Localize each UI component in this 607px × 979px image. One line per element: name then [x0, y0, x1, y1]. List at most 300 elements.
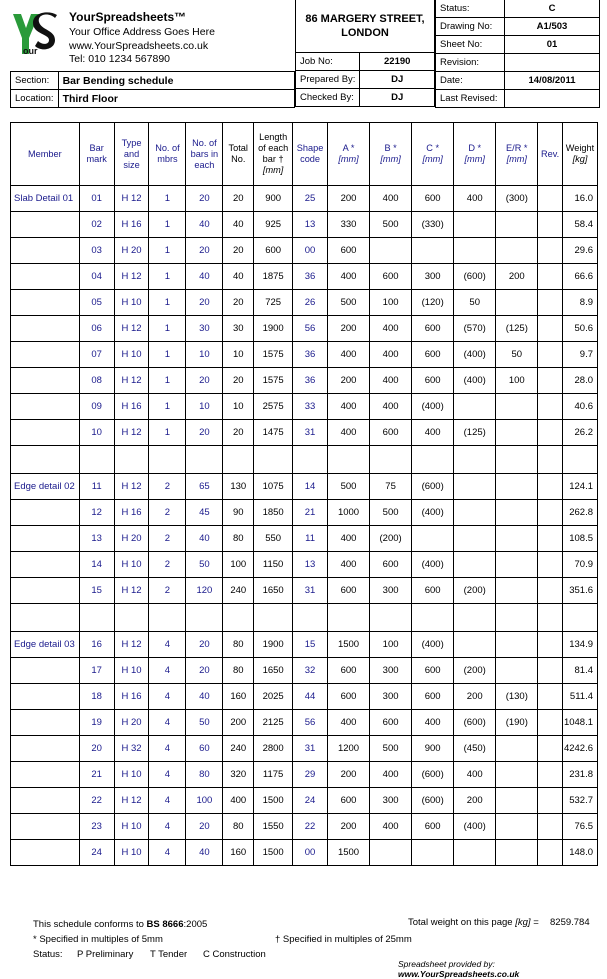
row-shape-code: 29: [293, 762, 328, 788]
row-rev: [538, 238, 563, 264]
col-member: Member: [11, 123, 80, 186]
row-dim-c: (400): [412, 394, 454, 420]
row-weight: 29.6: [562, 238, 597, 264]
row-dim-er: (130): [496, 684, 538, 710]
row-total: 80: [223, 632, 254, 658]
section-value: Bar Bending schedule: [58, 72, 294, 90]
status-label: Status:: [436, 0, 505, 18]
row-type-size: H 10: [114, 814, 149, 840]
row-weight: 58.4: [562, 212, 597, 238]
row-member: [11, 500, 80, 526]
company-address: Your Office Address Goes Here: [69, 26, 215, 38]
row-member: [11, 578, 80, 604]
row-dim-d: 50: [454, 290, 496, 316]
row-dim-c: (120): [412, 290, 454, 316]
row-dim-b: 100: [370, 632, 412, 658]
location-value: Third Floor: [58, 90, 294, 108]
row-bar-mark: 21: [79, 762, 114, 788]
row-rev: [538, 814, 563, 840]
row-length: 900: [254, 186, 293, 212]
row-type-size: H 10: [114, 840, 149, 866]
row-no-bars: 50: [186, 710, 223, 736]
table-row: [11, 316, 598, 342]
row-bar-mark: 10: [79, 420, 114, 446]
row-member: [11, 394, 80, 420]
row-rev: [538, 526, 563, 552]
row-dim-a: 330: [328, 212, 370, 238]
drawing-value: A1/503: [505, 18, 600, 36]
row-dim-d: (200): [454, 578, 496, 604]
row-rev: [538, 394, 563, 420]
row-dim-b: 75: [370, 474, 412, 500]
row-dim-a: 400: [328, 710, 370, 736]
row-weight: 511.4: [562, 684, 597, 710]
row-weight: [562, 446, 597, 474]
row-no-mbrs: 4: [149, 840, 186, 866]
row-dim-er: (300): [496, 186, 538, 212]
row-weight: 4242.6: [562, 736, 597, 762]
row-no-bars: 20: [186, 632, 223, 658]
row-member: [11, 290, 80, 316]
row-member: [11, 526, 80, 552]
row-length: 1475: [254, 420, 293, 446]
col-shape-code: Shape code: [293, 123, 328, 186]
row-no-bars: 100: [186, 788, 223, 814]
row-bar-mark: 06: [79, 316, 114, 342]
row-length: 1500: [254, 840, 293, 866]
row-dim-c: 600: [412, 658, 454, 684]
row-bar-mark: 07: [79, 342, 114, 368]
row-type-size: H 10: [114, 290, 149, 316]
row-shape-code: 13: [293, 552, 328, 578]
svg-text:our: our: [23, 46, 38, 56]
row-member: [11, 420, 80, 446]
row-dim-c: (600): [412, 762, 454, 788]
row-dim-a: 400: [328, 526, 370, 552]
row-no-bars: 10: [186, 394, 223, 420]
table-row: [11, 420, 598, 446]
row-dim-c: 600: [412, 316, 454, 342]
row-total: [223, 604, 254, 632]
row-member: [11, 316, 80, 342]
col-total: Total No.: [223, 123, 254, 186]
table-row: [11, 736, 598, 762]
row-no-mbrs: 2: [149, 526, 186, 552]
checked-value: DJ: [360, 89, 435, 107]
row-total: 20: [223, 420, 254, 446]
row-dim-b: 300: [370, 684, 412, 710]
row-member: [11, 342, 80, 368]
row-dim-c: 600: [412, 186, 454, 212]
row-dim-c: [412, 238, 454, 264]
row-shape-code: 24: [293, 788, 328, 814]
note-dagger: † Specified in multiples of 25mm: [275, 934, 412, 945]
row-member: [11, 552, 80, 578]
row-total: 80: [223, 526, 254, 552]
last-revised-label: Last Revised:: [436, 90, 505, 108]
row-member: Edge detail 02: [11, 474, 80, 500]
row-dim-b: 500: [370, 500, 412, 526]
row-dim-d: 200: [454, 684, 496, 710]
row-shape-code: 14: [293, 474, 328, 500]
row-type-size: H 12: [114, 368, 149, 394]
row-bar-mark: 11: [79, 474, 114, 500]
row-member: Edge detail 03: [11, 632, 80, 658]
row-total: 40: [223, 212, 254, 238]
row-dim-c: (400): [412, 500, 454, 526]
row-length: 2125: [254, 710, 293, 736]
row-type-size: H 12: [114, 578, 149, 604]
row-type-size: H 10: [114, 762, 149, 788]
row-member: [11, 212, 80, 238]
row-type-size: H 16: [114, 684, 149, 710]
row-dim-a: 600: [328, 788, 370, 814]
row-member: [11, 604, 80, 632]
table-row: [11, 710, 598, 736]
document-meta: [435, 0, 600, 108]
row-member: [11, 710, 80, 736]
row-bar-mark: [79, 604, 114, 632]
row-rev: [538, 316, 563, 342]
row-length: [254, 604, 293, 632]
project-address-line2: LONDON: [341, 27, 389, 39]
row-dim-c: (400): [412, 552, 454, 578]
row-bar-mark: 15: [79, 578, 114, 604]
row-shape-code: 33: [293, 394, 328, 420]
row-dim-a: 400: [328, 552, 370, 578]
row-dim-b: 600: [370, 420, 412, 446]
row-no-bars: 40: [186, 684, 223, 710]
row-length: 1875: [254, 264, 293, 290]
row-no-mbrs: 1: [149, 238, 186, 264]
project-address-line1: 86 MARGERY STREET,: [305, 13, 425, 25]
row-dim-er: [496, 212, 538, 238]
row-dim-d: [454, 552, 496, 578]
table-row: [11, 342, 598, 368]
row-dim-d: 400: [454, 762, 496, 788]
row-weight: 148.0: [562, 840, 597, 866]
row-rev: [538, 212, 563, 238]
row-dim-d: (400): [454, 368, 496, 394]
col-bar-mark: Bar mark: [79, 123, 114, 186]
row-rev: [538, 632, 563, 658]
row-member: [11, 368, 80, 394]
row-total: 100: [223, 552, 254, 578]
row-bar-mark: 09: [79, 394, 114, 420]
row-weight: 28.0: [562, 368, 597, 394]
row-member: [11, 840, 80, 866]
row-dim-b: 400: [370, 316, 412, 342]
row-dim-c: [412, 526, 454, 552]
row-weight: 9.7: [562, 342, 597, 368]
row-rev: [538, 840, 563, 866]
row-weight: 8.9: [562, 290, 597, 316]
row-shape-code: 26: [293, 290, 328, 316]
row-no-bars: 20: [186, 814, 223, 840]
row-dim-a: 600: [328, 578, 370, 604]
row-no-mbrs: 2: [149, 500, 186, 526]
row-bar-mark: 12: [79, 500, 114, 526]
table-row: [11, 212, 598, 238]
status-key-label: Status:: [33, 949, 63, 960]
row-dim-b: (200): [370, 526, 412, 552]
row-dim-c: 600: [412, 578, 454, 604]
row-length: 1650: [254, 658, 293, 684]
row-no-mbrs: 4: [149, 814, 186, 840]
row-no-bars: 30: [186, 316, 223, 342]
row-dim-er: [496, 526, 538, 552]
row-dim-er: 100: [496, 368, 538, 394]
row-dim-d: [454, 500, 496, 526]
row-bar-mark: [79, 446, 114, 474]
row-length: 1900: [254, 316, 293, 342]
status-key-c: C Construction: [203, 949, 266, 960]
row-member: Slab Detail 01: [11, 186, 80, 212]
row-dim-a: 1200: [328, 736, 370, 762]
row-total: 20: [223, 290, 254, 316]
row-weight: 262.8: [562, 500, 597, 526]
row-dim-c: 600: [412, 342, 454, 368]
row-dim-a: 600: [328, 684, 370, 710]
row-dim-d: (400): [454, 342, 496, 368]
table-row: [11, 526, 598, 552]
row-dim-d: (600): [454, 264, 496, 290]
row-dim-b: 400: [370, 186, 412, 212]
provided-by: Spreadsheet provided by: www.YourSpreadsheets.co.uk: [398, 959, 520, 979]
status-key-p: P Preliminary: [77, 949, 134, 960]
row-weight: 351.6: [562, 578, 597, 604]
row-dim-a: 200: [328, 814, 370, 840]
row-dim-d: (450): [454, 736, 496, 762]
row-dim-er: [496, 632, 538, 658]
row-length: 1575: [254, 368, 293, 394]
total-weight-value: 8259.784: [550, 917, 590, 928]
row-rev: [538, 788, 563, 814]
row-rev: [538, 658, 563, 684]
row-member: [11, 684, 80, 710]
row-shape-code: 11: [293, 526, 328, 552]
row-type-size: H 12: [114, 420, 149, 446]
row-total: 80: [223, 658, 254, 684]
row-shape-code: [293, 604, 328, 632]
row-dim-er: [496, 446, 538, 474]
row-rev: [538, 604, 563, 632]
row-bar-mark: 19: [79, 710, 114, 736]
row-type-size: H 20: [114, 526, 149, 552]
row-no-mbrs: 4: [149, 710, 186, 736]
row-weight: 134.9: [562, 632, 597, 658]
sheet-value: 01: [505, 36, 600, 54]
row-dim-c: [412, 840, 454, 866]
row-rev: [538, 474, 563, 500]
row-dim-c: 600: [412, 814, 454, 840]
row-dim-a: 1000: [328, 500, 370, 526]
table-row: [11, 632, 598, 658]
row-length: 1500: [254, 788, 293, 814]
row-total: 20: [223, 238, 254, 264]
row-total: 10: [223, 342, 254, 368]
row-length: 2025: [254, 684, 293, 710]
row-length: 1900: [254, 632, 293, 658]
row-member: [11, 658, 80, 684]
row-total: 90: [223, 500, 254, 526]
row-total: 20: [223, 186, 254, 212]
row-no-bars: 20: [186, 368, 223, 394]
row-no-bars: [186, 446, 223, 474]
separator-row: [11, 446, 598, 474]
project-header: [295, 0, 435, 107]
row-no-bars: 40: [186, 212, 223, 238]
row-bar-mark: 24: [79, 840, 114, 866]
row-dim-b: [370, 604, 412, 632]
row-type-size: H 20: [114, 238, 149, 264]
row-type-size: H 12: [114, 474, 149, 500]
row-bar-mark: 20: [79, 736, 114, 762]
table-row: [11, 238, 598, 264]
row-length: 1575: [254, 342, 293, 368]
row-dim-a: 400: [328, 342, 370, 368]
row-bar-mark: 23: [79, 814, 114, 840]
row-no-bars: 20: [186, 420, 223, 446]
row-shape-code: 00: [293, 238, 328, 264]
row-rev: [538, 368, 563, 394]
table-row: [11, 394, 598, 420]
row-dim-d: [454, 840, 496, 866]
row-type-size: H 12: [114, 632, 149, 658]
row-bar-mark: 13: [79, 526, 114, 552]
row-total: 40: [223, 264, 254, 290]
row-dim-a: 400: [328, 394, 370, 420]
row-rev: [538, 710, 563, 736]
table-row: [11, 840, 598, 866]
row-bar-mark: 14: [79, 552, 114, 578]
row-shape-code: 36: [293, 342, 328, 368]
row-shape-code: 31: [293, 420, 328, 446]
table-row: [11, 684, 598, 710]
row-no-bars: 50: [186, 552, 223, 578]
row-weight: 231.8: [562, 762, 597, 788]
section-label: Section:: [11, 72, 59, 90]
row-dim-d: (600): [454, 710, 496, 736]
row-no-mbrs: 4: [149, 762, 186, 788]
row-dim-er: 200: [496, 264, 538, 290]
row-dim-d: 400: [454, 186, 496, 212]
row-dim-b: [370, 840, 412, 866]
row-dim-er: [496, 658, 538, 684]
job-label: Job No:: [296, 53, 360, 71]
col-er: E/R * [mm]: [496, 123, 538, 186]
total-weight-label: Total weight on this page [kg] =: [408, 917, 539, 928]
row-dim-er: [496, 762, 538, 788]
job-value: 22190: [360, 53, 435, 71]
row-dim-d: 200: [454, 788, 496, 814]
checked-label: Checked By:: [296, 89, 360, 107]
row-dim-d: [454, 238, 496, 264]
row-total: 240: [223, 578, 254, 604]
row-rev: [538, 420, 563, 446]
row-dim-d: [454, 632, 496, 658]
row-weight: 108.5: [562, 526, 597, 552]
last-revised-value: [505, 90, 600, 108]
row-type-size: H 12: [114, 788, 149, 814]
company-logo: [9, 8, 61, 58]
row-no-mbrs: 2: [149, 578, 186, 604]
row-no-bars: 20: [186, 658, 223, 684]
row-dim-c: 400: [412, 710, 454, 736]
table-row: [11, 500, 598, 526]
row-bar-mark: 03: [79, 238, 114, 264]
row-total: 130: [223, 474, 254, 500]
table-row: [11, 762, 598, 788]
row-shape-code: 15: [293, 632, 328, 658]
row-no-mbrs: 2: [149, 552, 186, 578]
row-type-size: H 32: [114, 736, 149, 762]
row-shape-code: 36: [293, 264, 328, 290]
row-rev: [538, 500, 563, 526]
row-no-mbrs: 4: [149, 684, 186, 710]
row-dim-b: [370, 446, 412, 474]
row-dim-er: [496, 814, 538, 840]
row-member: [11, 238, 80, 264]
row-no-mbrs: 1: [149, 316, 186, 342]
table-row: [11, 474, 598, 500]
row-no-mbrs: 2: [149, 474, 186, 500]
table-row: [11, 658, 598, 684]
row-bar-mark: 18: [79, 684, 114, 710]
row-type-size: H 16: [114, 212, 149, 238]
row-dim-d: [454, 526, 496, 552]
row-dim-b: 400: [370, 342, 412, 368]
row-total: 10: [223, 394, 254, 420]
row-type-size: H 20: [114, 710, 149, 736]
row-shape-code: 00: [293, 840, 328, 866]
company-tel: Tel: 010 1234 567890: [69, 53, 171, 65]
row-weight: 40.6: [562, 394, 597, 420]
row-rev: [538, 446, 563, 474]
row-type-size: H 12: [114, 264, 149, 290]
table-row: [11, 552, 598, 578]
row-dim-a: 1500: [328, 840, 370, 866]
row-shape-code: 56: [293, 710, 328, 736]
row-dim-c: 300: [412, 264, 454, 290]
conforms-note: This schedule conforms to BS 8666:2005: [33, 919, 208, 930]
row-weight: 70.9: [562, 552, 597, 578]
row-shape-code: 44: [293, 684, 328, 710]
row-no-bars: 20: [186, 238, 223, 264]
row-dim-d: (200): [454, 658, 496, 684]
prepared-value: DJ: [360, 71, 435, 89]
row-rev: [538, 342, 563, 368]
row-shape-code: 36: [293, 368, 328, 394]
row-dim-er: [496, 420, 538, 446]
row-total: 400: [223, 788, 254, 814]
row-member: [11, 264, 80, 290]
row-type-size: H 16: [114, 500, 149, 526]
row-shape-code: 21: [293, 500, 328, 526]
row-length: 600: [254, 238, 293, 264]
row-no-mbrs: 4: [149, 736, 186, 762]
row-dim-c: 600: [412, 368, 454, 394]
row-length: [254, 446, 293, 474]
row-shape-code: [293, 446, 328, 474]
row-dim-a: 200: [328, 762, 370, 788]
row-total: 240: [223, 736, 254, 762]
table-row: [11, 578, 598, 604]
table-row: [11, 290, 598, 316]
col-no-mbrs: No. of mbrs: [149, 123, 186, 186]
row-bar-mark: 17: [79, 658, 114, 684]
row-no-bars: 40: [186, 526, 223, 552]
